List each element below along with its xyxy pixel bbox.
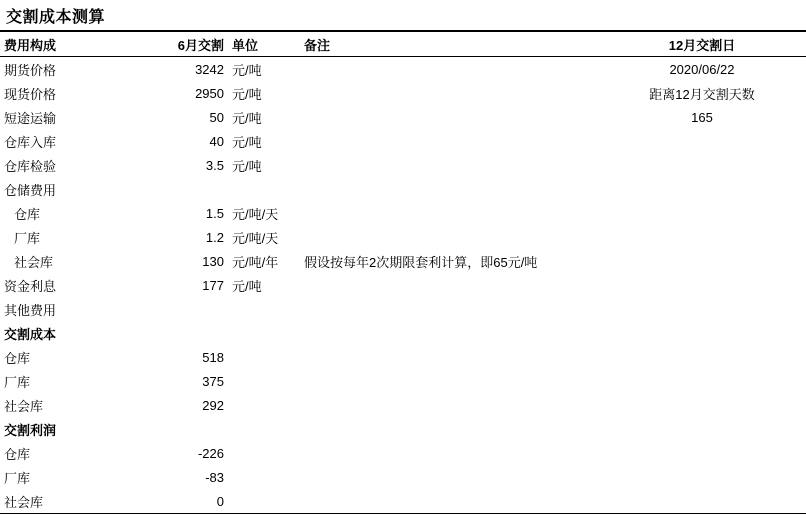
row-spacer [558, 249, 806, 273]
row-label: 仓库入库 [4, 134, 57, 150]
row-spacer [558, 177, 806, 201]
row-spacer [558, 393, 806, 417]
row-unit: 元/吨 [232, 62, 262, 78]
row-value: 3242 [195, 61, 224, 77]
row-unit [228, 489, 300, 514]
row-unit [228, 465, 300, 489]
row-spacer [558, 441, 806, 465]
table-row [0, 345, 806, 369]
row-value: 292 [202, 397, 224, 413]
row-value: 1.2 [205, 229, 224, 245]
row-label: 仓库 [14, 206, 41, 222]
row-label: 社会库 [0, 489, 148, 514]
row-note [300, 177, 558, 201]
row-unit [228, 177, 300, 201]
days-to-delivery-value: 165 [691, 109, 713, 125]
row-unit: 元/吨/天 [232, 230, 279, 246]
header-cost-structure: 费用构成 [0, 32, 148, 57]
row-label: 其他费用 [4, 302, 57, 318]
row-note [300, 489, 558, 514]
table-row [0, 441, 806, 465]
row-spacer [558, 201, 806, 225]
dec-delivery-date-value: 2020/06/22 [669, 61, 735, 77]
row-label: 仓库检验 [4, 158, 57, 174]
row-note [300, 201, 558, 225]
table-row [0, 153, 806, 177]
row-unit [228, 297, 300, 321]
table-row [0, 297, 806, 321]
table-row [0, 81, 806, 105]
row-unit [228, 441, 300, 465]
table-row [0, 417, 806, 441]
row-spacer [558, 153, 806, 177]
row-value [148, 321, 228, 345]
row-value [148, 177, 228, 201]
row-unit: 元/吨 [232, 134, 262, 150]
table-row [0, 57, 806, 82]
row-spacer [558, 225, 806, 249]
row-note [300, 129, 558, 153]
table-row [0, 225, 806, 249]
row-unit: 元/吨 [232, 278, 262, 294]
table-row [0, 369, 806, 393]
header-june-delivery: 6月交割 [148, 32, 228, 57]
row-label: 社会库 [4, 398, 44, 414]
row-spacer [558, 129, 806, 153]
row-unit [228, 417, 300, 441]
row-note: 假设按每年2次期限套利计算，即65元/吨 [304, 254, 538, 270]
row-label: 社会库 [14, 254, 54, 270]
row-value: 0 [148, 489, 228, 514]
cost-table [0, 32, 806, 514]
row-note [300, 57, 558, 82]
row-label: 厂库 [4, 374, 31, 390]
row-value [148, 297, 228, 321]
row-label: 现货价格 [4, 86, 57, 102]
row-spacer [558, 297, 806, 321]
row-value: 375 [202, 373, 224, 389]
row-label: 交割成本 [4, 326, 57, 342]
header-dec-delivery-date: 12月交割日 [558, 32, 806, 57]
row-note [300, 81, 558, 105]
row-label: 厂库 [4, 470, 31, 486]
row-label: 仓库 [4, 446, 31, 462]
row-value: 518 [202, 349, 224, 365]
table-row [0, 249, 806, 273]
table-row [0, 273, 806, 297]
row-unit: 元/吨 [232, 158, 262, 174]
row-label: 交割利润 [4, 422, 57, 438]
row-label: 短途运输 [4, 110, 57, 126]
row-value: 50 [209, 109, 224, 125]
row-unit: 元/吨/年 [232, 254, 279, 270]
table-row [0, 201, 806, 225]
row-note [300, 225, 558, 249]
row-unit [228, 393, 300, 417]
row-note [300, 105, 558, 129]
row-value: -226 [197, 445, 224, 461]
row-spacer [558, 465, 806, 489]
row-spacer [558, 417, 806, 441]
row-label: 仓库 [4, 350, 31, 366]
table-header-row [0, 32, 806, 57]
days-to-delivery-label: 距离12月交割天数 [649, 86, 755, 102]
table-row [0, 177, 806, 201]
header-note: 备注 [300, 32, 558, 57]
row-note [300, 321, 558, 345]
page-title: 交割成本测算 [6, 9, 106, 26]
row-unit [228, 321, 300, 345]
header-unit: 单位 [228, 32, 300, 57]
row-label: 仓储费用 [4, 182, 57, 198]
row-spacer [558, 369, 806, 393]
row-note [300, 417, 558, 441]
table-row [0, 465, 806, 489]
row-unit: 元/吨 [232, 110, 262, 126]
row-value: 1.5 [205, 205, 224, 221]
row-note [300, 297, 558, 321]
table-row [0, 489, 806, 514]
row-label: 厂库 [14, 230, 41, 246]
row-note [300, 393, 558, 417]
row-unit: 元/吨 [232, 86, 262, 102]
row-note [300, 153, 558, 177]
row-value [148, 417, 228, 441]
table-row [0, 105, 806, 129]
row-unit [228, 345, 300, 369]
row-label: 资金利息 [4, 278, 57, 294]
row-value: 40 [209, 133, 224, 149]
row-spacer [558, 321, 806, 345]
row-spacer [558, 273, 806, 297]
row-spacer [558, 345, 806, 369]
row-note [300, 345, 558, 369]
row-value: 3.5 [205, 157, 224, 173]
row-label: 期货价格 [4, 62, 57, 78]
row-value: 130 [202, 253, 224, 269]
row-note [300, 441, 558, 465]
row-spacer [558, 489, 806, 514]
row-value: 177 [202, 277, 224, 293]
table-row [0, 321, 806, 345]
table-row [0, 129, 806, 153]
row-note [300, 369, 558, 393]
row-value: 2950 [195, 85, 224, 101]
row-unit [228, 369, 300, 393]
row-note [300, 273, 558, 297]
row-note [300, 465, 558, 489]
table-row [0, 393, 806, 417]
row-value: -83 [205, 469, 224, 485]
row-unit: 元/吨/天 [232, 206, 279, 222]
